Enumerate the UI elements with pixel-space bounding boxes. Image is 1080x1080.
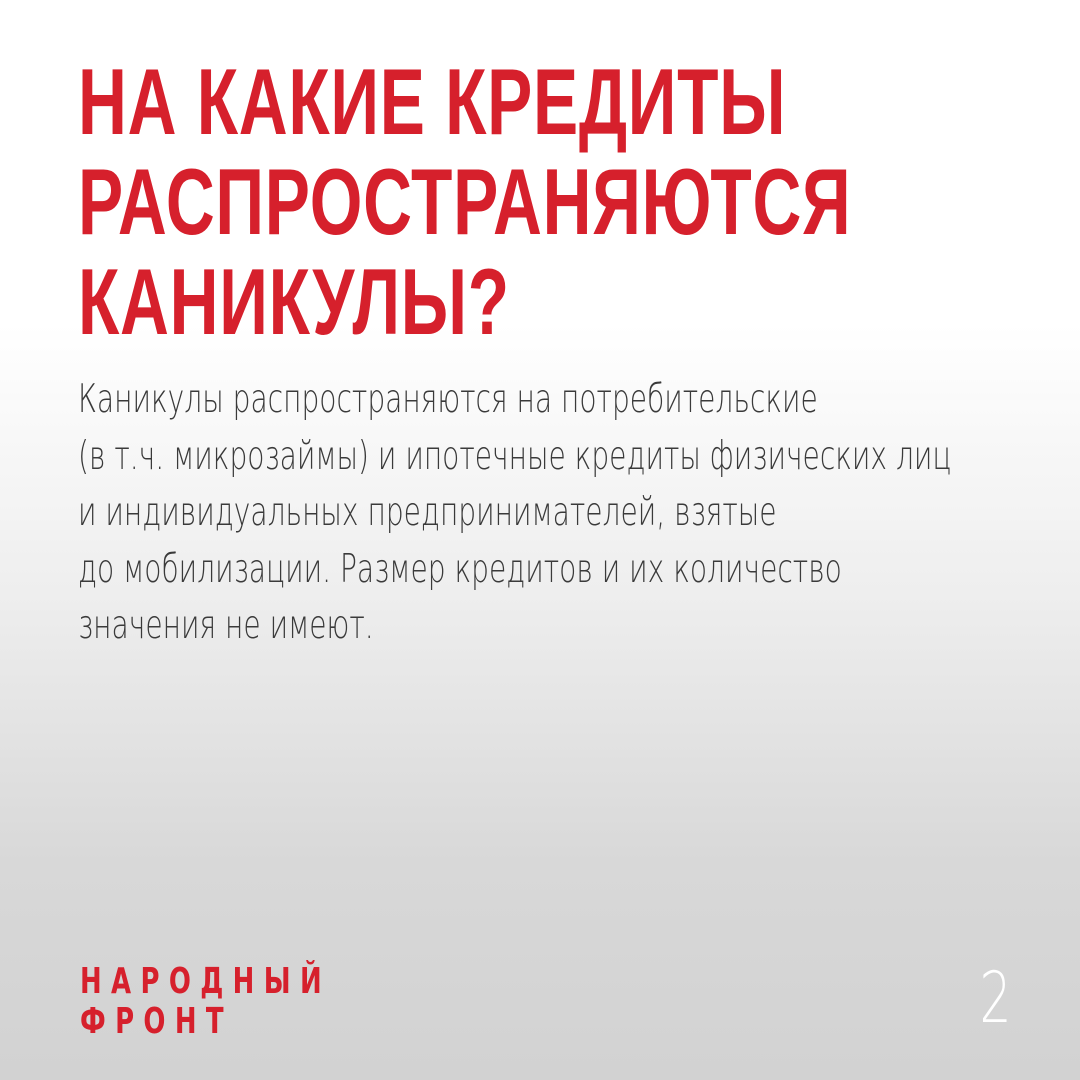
page-number: 2 (979, 957, 1012, 1039)
title-line: НА КАКИЕ КРЕДИТЫ (78, 49, 787, 154)
logo-line: ФРОНТ (80, 1001, 233, 1042)
body-paragraph (78, 372, 952, 655)
body-line: значения не имеют. (78, 603, 374, 648)
logo-line: НАРОДНЫЙ (80, 961, 331, 1002)
body-line: Каникулы распространяются на потребительские (78, 377, 818, 422)
page-title (78, 49, 852, 354)
body-line: (в т.ч. микрозаймы) и ипотечные кредиты физических лиц (78, 433, 952, 479)
brand-logo (80, 962, 331, 1042)
title-line: РАСПРОСТРАНЯЮТСЯ (78, 149, 852, 254)
body-line: до мобилизации. Размер кредитов и их количество (78, 546, 842, 592)
title-line: КАНИКУЛЫ? (78, 249, 510, 354)
body-line: и индивидуальных предпринимателей, взятые (78, 490, 777, 535)
